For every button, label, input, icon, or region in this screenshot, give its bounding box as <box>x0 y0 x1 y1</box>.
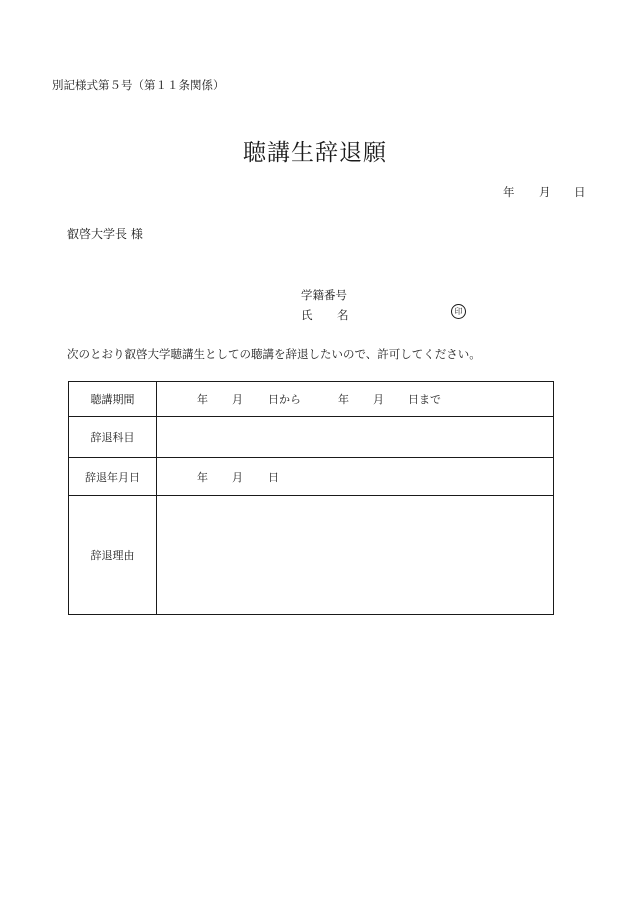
reason-label: 辞退理由 <box>69 496 157 615</box>
withdrawal-day: 日 <box>268 470 279 484</box>
period-label: 聴講期間 <box>69 382 157 417</box>
period-from-day: 日から <box>268 393 301 406</box>
withdrawal-date-label: 辞退年月日 <box>69 458 157 496</box>
period-from-year: 年 <box>197 393 208 406</box>
table-row <box>69 458 554 496</box>
subject-field <box>157 417 554 458</box>
period-to-year: 年 <box>338 393 349 406</box>
statement: 次のとおり叡啓大学聴講生としての聴講を辞退したいので、許可してください。 <box>67 347 481 361</box>
date-day-label: 日 <box>574 185 586 199</box>
period-from-month: 月 <box>232 393 243 406</box>
seal-mark-icon: 印 <box>451 304 466 319</box>
name-label-first: 氏 <box>301 308 313 322</box>
reason-field <box>157 496 554 615</box>
table-row <box>69 382 554 417</box>
subject-label: 辞退科目 <box>69 417 157 458</box>
withdrawal-month: 月 <box>232 470 243 484</box>
table-row <box>69 417 554 458</box>
date-year-label: 年 <box>503 185 515 199</box>
name-label-second: 名 <box>337 308 349 322</box>
table-row <box>69 496 554 615</box>
form-number: 別記様式第５号（第１１条関係） <box>52 78 225 92</box>
period-field <box>157 382 554 417</box>
withdrawal-form-table <box>68 381 554 615</box>
page-title: 聴講生辞退願 <box>243 140 387 166</box>
addressee: 叡啓大学長 様 <box>67 227 143 241</box>
period-to-day: 日まで <box>408 393 441 406</box>
withdrawal-year: 年 <box>197 470 208 484</box>
student-id-label: 学籍番号 <box>301 288 347 302</box>
date-month-label: 月 <box>539 185 551 199</box>
withdrawal-date-field <box>157 458 554 496</box>
period-to-month: 月 <box>373 393 384 406</box>
